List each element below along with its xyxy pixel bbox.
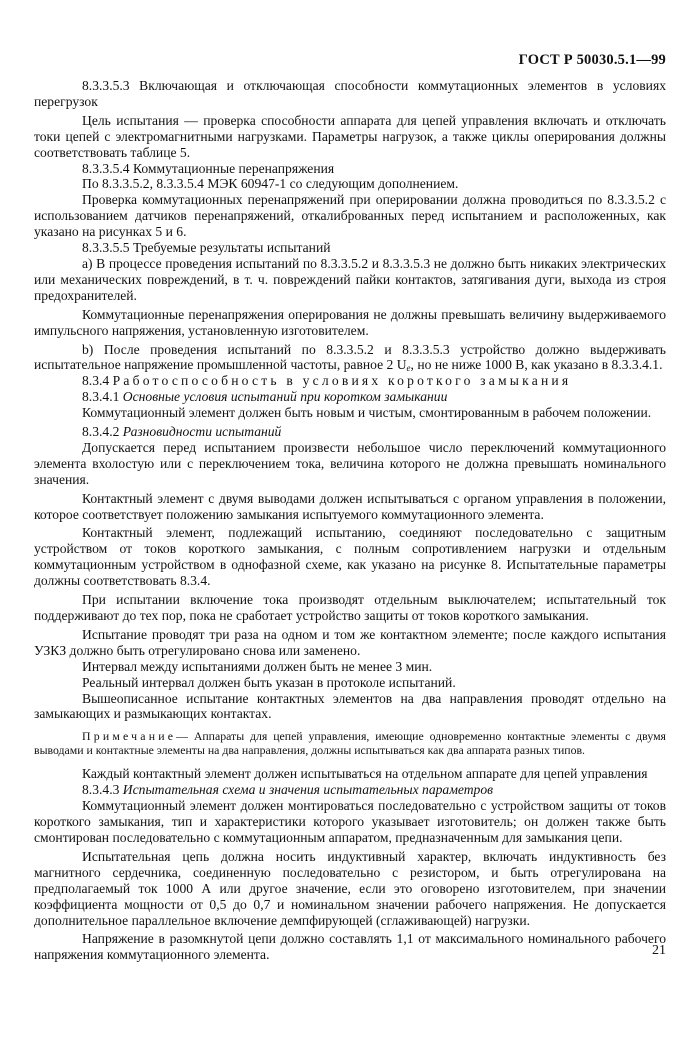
document-header: ГОСТ Р 50030.5.1—99 [518, 52, 666, 68]
page-number: 21 [652, 943, 666, 958]
clause-8-3-3-5-4: 8.3.3.5.4 Коммутационные перенапряжения [82, 160, 335, 176]
list-item-a: а) В процессе проведения испытаний по 8.3.3.5.2 и 8.3.3.5.3 не должно быть никаких электрических или механических повреждений, в т. ч. повреждений пайки контактов, затягивания дуги, выхода из строя предохранителей. [34, 255, 666, 303]
section-number: 8.3.4 [82, 373, 110, 389]
paragraph: Интервал между испытаниями должен быть не менее 3 мин. [82, 658, 433, 674]
clause-title: Испытательная схема и значения испытательных параметров [122, 782, 494, 798]
paragraph: Допускается перед испытанием произвести небольшое число переключений коммутационного элемента вхолостую или с переключением тока, величина которого не должна превышать номинального значения. [34, 439, 666, 487]
clause-8-3-4-3-heading [34, 782, 666, 798]
paragraph: Реальный интервал должен быть указан в протоколе испытаний. [82, 674, 456, 690]
text-segment: b) После проведения испытаний по 8.3.3.5.2 и 8.3.3.5.3 устройство должно выдерживать испытательное напряжение промышленной частоты, равное 2 U [34, 341, 666, 373]
paragraph: Цель испытания — проверка способности аппарата для цепей управления включать и отключать токи цепей с электромагнитными нагрузками. Параметры нагрузок, а также циклы оперирования должны соответствовать таблице 5. [34, 112, 666, 160]
clause-8-3-4-2-heading [34, 424, 666, 440]
paragraph: Коммутационные перенапряжения оперирования не должны превышать величину выдерживаемого импульсного напряжения, установленную изготовителем. [34, 306, 666, 338]
section-title: Работоспособность в условиях короткого замыкания [112, 373, 572, 389]
paragraph: Контактный элемент с двумя выводами должен испытываться с органом управления в положении, которое соответствует положению замыкания испытуемого коммутационного элемента. [34, 490, 666, 522]
clause-number: 8.3.4.2 [82, 424, 120, 440]
paragraph: Коммутационный элемент должен быть новым и чистым, смонтированным в рабочем положении. [82, 405, 652, 421]
clause-number: 8.3.4.3 [82, 782, 120, 798]
clause-title: Разновидности испытаний [122, 424, 282, 440]
section-8-3-4-heading [34, 373, 666, 389]
paragraph: Каждый контактный элемент должен испытываться на отдельном аппарате для цепей управления [82, 766, 648, 782]
paragraph: Испытательная цепь должна носить индуктивный характер, включать индуктивность без магнитного сердечника, соединенную последовательно с резистором, и быть отрегулирована на предполагаемый ток 1000 А или другое значение, если это оговорено изготовителем, при значении коэффициента мощности от 0,5 до 0,7 и номинальном значении рабочего напряжения. Не допускается дополнительное параллельное включение демпфирующей (сглаживающей) нагрузки. [34, 848, 666, 928]
paragraph: Напряжение в разомкнутой цепи должно составлять 1,1 от максимального номинального рабочего напряжения коммутационного элемента. [34, 931, 666, 963]
paragraph: При испытании включение тока производят отдельным выключателем; испытательный ток поддерживают до тех пор, пока не сработает устройство защиты от токов короткого замыкания. [34, 592, 666, 623]
list-item-b [34, 342, 666, 374]
clause-title: Основные условия испытаний при коротком замыкании [122, 389, 448, 405]
paragraph: Вышеописанное испытание контактных элементов на два направления проводят отдельно на замыкающих и размыкающих контактах. [34, 690, 666, 722]
note-text: — Аппараты для цепей управления, имеющие одновременно контактные элементы с двумя выводами и контактные элементы на два направления, должны испытываться как два аппарата разных типов. [34, 729, 666, 758]
subscript: e [406, 363, 411, 374]
paragraph: Проверка коммутационных перенапряжений при оперировании должна проводиться по 8.3.3.5.2 с использованием датчиков перенапряжений, откалиброванных перед испытанием и расположенных, как указано на рисунках 5 и 6. [34, 192, 666, 240]
paragraph: Контактный элемент, подлежащий испытанию, соединяют последовательно с защитным устройством от токов короткого замыкания, с полным сопротивлением нагрузки и отдельным коммутационным устройством в однофазной схеме, как указано на рисунке 8. Испытательные параметры должны соответствовать 8.3.4. [34, 525, 666, 589]
clause-8-3-4-1-heading [34, 389, 666, 405]
note-label: Примечание [82, 729, 177, 744]
paragraph: Коммутационный элемент должен монтироваться последовательно с устройством защиты от токов короткого замыкания, тип и характеристики которого указывает изготовитель; он должен также быть смонтирован последовательно с коммутационным аппаратом, предназначенным для замыкания цепи. [34, 798, 666, 845]
paragraph: По 8.3.3.5.2, 8.3.3.5.4 МЭК 60947-1 со следующим дополнением. [82, 176, 459, 192]
clause-8-3-3-5-3: 8.3.3.5.3 Включающая и отключающая способности коммутационных элементов в условиях перегрузок [34, 78, 666, 109]
document-body [34, 78, 666, 963]
paragraph: Испытание проводят три раза на одном и том же контактном элементе; после каждого испытания УЗКЗ должно быть отрегулировано снова или заменено. [34, 626, 666, 658]
clause-8-3-3-5-5: 8.3.3.5.5 Требуемые результаты испытаний [82, 240, 331, 256]
note [34, 729, 666, 757]
clause-number: 8.3.4.1 [82, 389, 120, 405]
text-segment: , но не ниже 1000 В, как указано в 8.3.3.4.1. [410, 357, 663, 373]
